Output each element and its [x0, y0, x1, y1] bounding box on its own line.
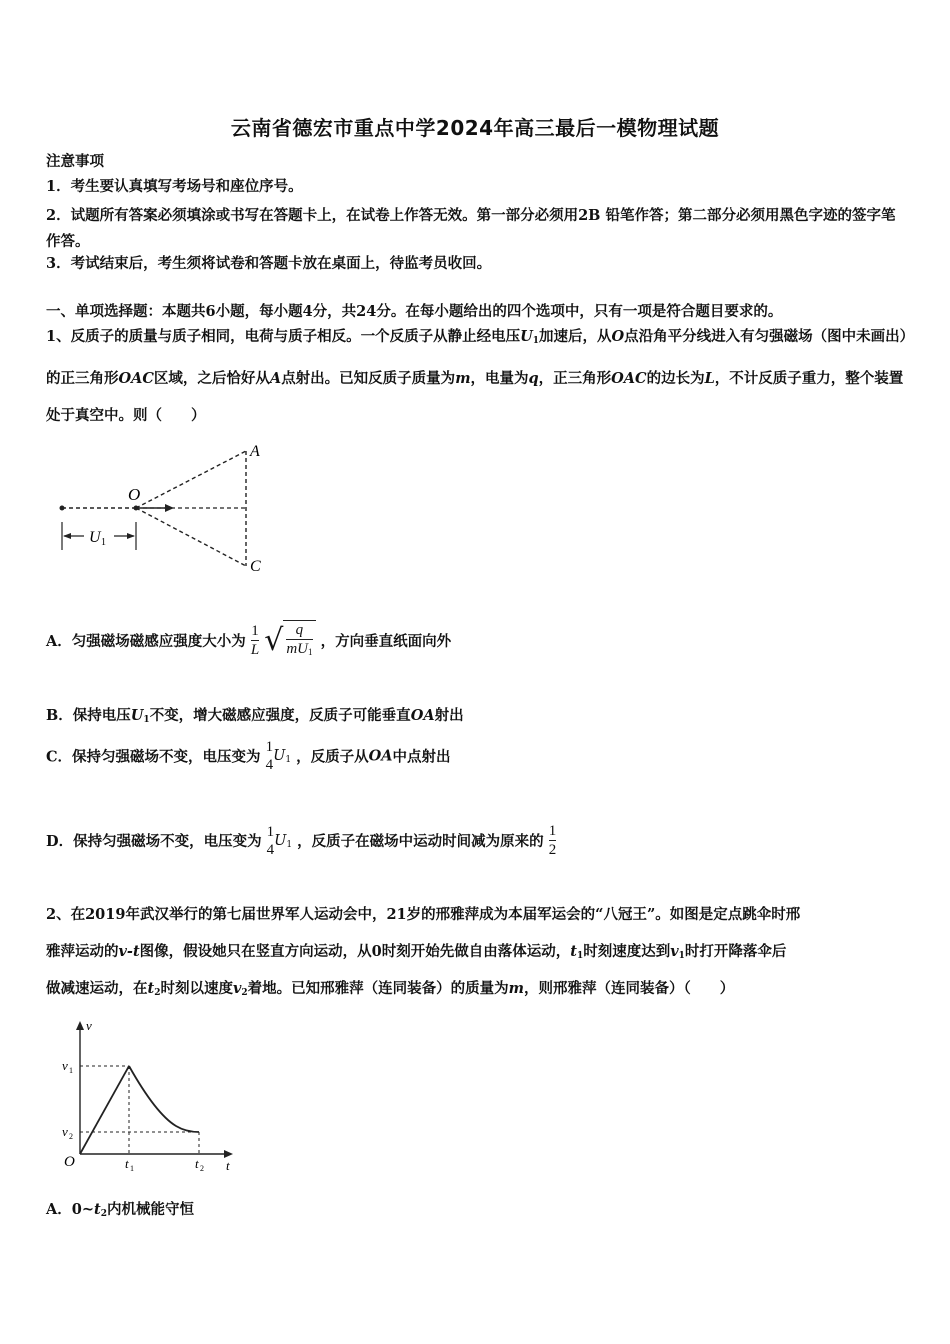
fraction-1-over-l: $\frac{1}{L}$ [250, 623, 260, 658]
side-oc [136, 508, 246, 566]
start-point [60, 506, 65, 511]
v1-label: v [62, 1058, 68, 1073]
deceleration-curve [129, 1066, 199, 1132]
fraction-quarter: 1 4 [266, 823, 275, 858]
q2-option-a[interactable]: A．$0\sim t_2$内机械能守恒 [46, 1201, 194, 1219]
side-oa [136, 451, 246, 508]
section-1-heading: 一、单项选择题：本题共6小题，每小题4分，共24分。在每小题给出的四个选项中，只有一项是符合题目要求的。 [46, 303, 783, 320]
fraction-half: $\frac{1}{2}$ [548, 823, 557, 858]
v2-sub: 2 [69, 1132, 73, 1141]
question-1-figure [46, 438, 286, 583]
notice-item-3: 3．考试结束后，考生须将试卷和答题卡放在桌面上，待监考员收回。 [46, 255, 492, 272]
v2-label: v [62, 1124, 68, 1139]
fraction-quarter: 1 4 [265, 739, 274, 773]
t1-sub: 1 [130, 1164, 134, 1173]
arrow-head-icon [165, 504, 174, 512]
t1-label: t [125, 1156, 129, 1171]
label-o: O [128, 485, 141, 504]
question-1-text: 1、反质子的质量与质子相同，电荷与质子相反。一个反质子从静止经电压$U_1$加速后，从O点沿角平分线进入有匀强磁场（图中未画出）的正三角形OAC区域，之后恰好从A点射出。已知反质子质量为m，电量为q，正三角形OAC的边长为L，不计反质子重力，整个装置处于真空中。则（ ） [46, 328, 907, 424]
label-a: A [250, 443, 260, 460]
t2-sub: 2 [200, 1164, 204, 1173]
arrow-right-icon [127, 533, 135, 539]
q1-option-a[interactable]: A．匀强磁场磁感应强度大小为 $\frac{1}{L}$ √ $\frac{q}{mU_1}$ ，方向垂直纸面向外 [46, 620, 451, 661]
label-u-sub: 1 [101, 537, 106, 548]
axis-t-label: t [226, 1158, 230, 1173]
page-title: 云南省德宏市重点中学2024年高三最后一模物理试题 [230, 116, 720, 140]
axis-v-label: v [86, 1018, 92, 1033]
q1-option-b[interactable]: B．保持电压$U_1$不变，增大磁感应强度，反质子可能垂直OA射出 [46, 707, 464, 725]
notice-item-1: 1．考生要认真填写考场号和座位序号。 [46, 178, 303, 195]
question-2-line-3: 做减速运动，在$t_2$时刻以速度$v_2$着地。已知邢雅萍（连同装备）的质量为m，则邢雅萍（连同装备）（ ） [46, 980, 735, 998]
origin-label: O [64, 1154, 75, 1170]
vt-graph [56, 1014, 241, 1174]
question-2-line-2: 雅萍运动的v-t图像，假设她只在竖直方向运动，从0时刻开始先做自由落体运动，$t_1$时刻速度达到$v_1$时打开降落伞后 [46, 943, 787, 961]
label-c: C [250, 558, 261, 575]
notice-item-2: 2．试题所有答案必须填涂或书写在答题卡上，在试卷上作答无效。第一部分必须用2B 铅笔作答；第二部分必须用黑色字迹的签字笔作答。 [46, 207, 896, 250]
sqrt-radicand: $\frac{q}{mU_1}$ [283, 620, 315, 661]
freefall-segment [80, 1066, 129, 1154]
v1-sub: 1 [69, 1066, 73, 1075]
label-u: U [89, 529, 101, 546]
t2-label: t [195, 1156, 199, 1171]
notice-heading: 注意事项 [46, 153, 104, 170]
arrow-left-icon [63, 533, 71, 539]
t-axis-arrow-icon [224, 1150, 233, 1158]
v-axis-arrow-icon [76, 1021, 84, 1030]
sqrt-sign-icon: √ [264, 622, 284, 658]
question-2-line-1: 2、在2019年武汉举行的第七届世界军人运动会中，21岁的邢雅萍成为本届军运会的“八冠王”。如图是定点跳伞时邢 [46, 906, 801, 923]
q1-option-c[interactable]: C．保持匀强磁场不变，电压变为 1 4 $U_1$ ，反质子从OA中点射出 [46, 739, 451, 773]
q1-option-d[interactable]: D．保持匀强磁场不变，电压变为 1 4 $U_1$ ，反质子在磁场中运动时间减为原来的 $\frac{1}{2}$ [46, 823, 557, 858]
